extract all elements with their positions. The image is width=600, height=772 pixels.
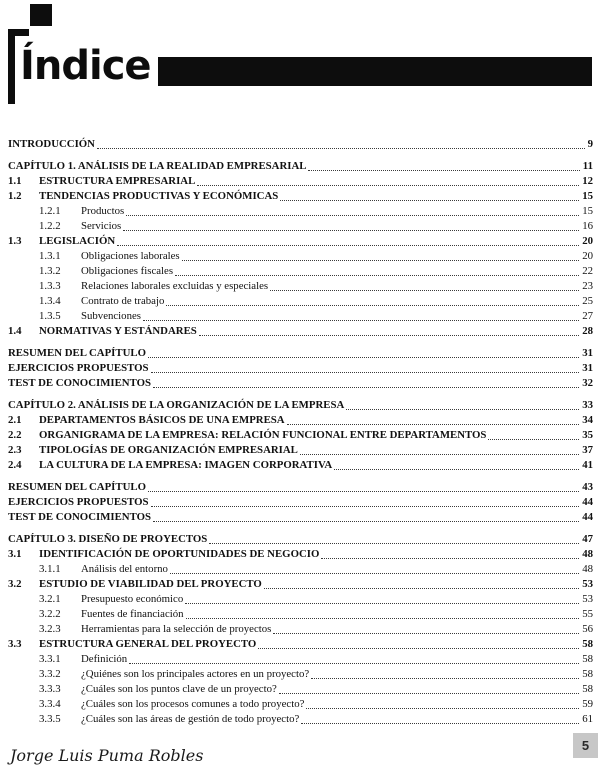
toc-entry-page: 23 <box>582 280 593 292</box>
toc-entry-number: 2.2 <box>8 429 22 441</box>
toc-entry-label: LEGISLACIÓN <box>39 235 116 247</box>
toc-entry <box>8 324 593 339</box>
toc-entry-label: NORMATIVAS Y ESTÁNDARES <box>39 325 197 337</box>
toc-entry-number: 1.3.5 <box>39 310 61 322</box>
page-number: 5 <box>581 738 590 753</box>
toc-entry <box>8 682 593 697</box>
toc-entry-label: TENDENCIAS PRODUCTIVAS Y ECONÓMICAS <box>39 190 279 202</box>
toc-entry-label: Relaciones laborales excluidas y especiales <box>81 280 269 292</box>
page-title: Índice <box>20 43 151 89</box>
toc-entry <box>8 159 593 174</box>
toc-list <box>8 137 593 727</box>
toc-entry-page: 44 <box>582 496 593 508</box>
toc-entry-page: 41 <box>582 459 593 471</box>
toc-entry-page: 48 <box>582 563 593 575</box>
toc-entry-number: 3.2.3 <box>39 623 61 635</box>
toc-entry-label: DEPARTAMENTOS BÁSICOS DE UNA EMPRESA <box>39 414 285 426</box>
toc-entry-page: 58 <box>582 683 593 695</box>
toc-entry <box>8 712 593 727</box>
toc-entry-label: Productos <box>81 205 125 217</box>
toc-entry-label: ORGANIGRAMA DE LA EMPRESA: RELACIÓN FUNCIONAL ENTRE DEPARTAMENTOS <box>39 429 487 441</box>
toc-dot-leader <box>264 588 579 589</box>
toc-dot-leader <box>185 603 579 604</box>
toc-dot-leader <box>153 521 579 522</box>
toc-entry-label: Obligaciones fiscales <box>81 265 174 277</box>
toc-entry <box>8 495 593 510</box>
toc-dot-leader <box>129 663 579 664</box>
toc-entry-page: 58 <box>582 653 593 665</box>
toc-entry-label: CAPÍTULO 3. DISEÑO DE PROYECTOS <box>8 533 208 545</box>
toc-entry <box>8 547 593 562</box>
toc-entry-label: Fuentes de financiación <box>81 608 184 620</box>
toc-dot-leader <box>148 357 579 358</box>
toc-entry-page: 9 <box>587 138 593 150</box>
toc-entry-number: 3.3 <box>8 638 22 650</box>
toc-entry-number: 3.2.2 <box>39 608 61 620</box>
toc-entry-number: 1.3 <box>8 235 22 247</box>
toc-dot-leader <box>270 290 579 291</box>
toc-entry-number: 3.1.1 <box>39 563 61 575</box>
toc-entry-number: 1.3.2 <box>39 265 61 277</box>
toc-entry-label: Presupuesto económico <box>81 593 184 605</box>
toc-entry <box>8 279 593 294</box>
toc-entry-page: 59 <box>582 698 593 710</box>
toc-entry <box>8 234 593 249</box>
toc-dot-leader <box>287 424 580 425</box>
toc-entry <box>8 458 593 473</box>
toc-entry <box>8 697 593 712</box>
toc-dot-leader <box>488 439 579 440</box>
toc-entry-label: ESTUDIO DE VIABILIDAD DEL PROYECTO <box>39 578 262 590</box>
toc-dot-leader <box>280 200 579 201</box>
toc-entry-number: 3.3.2 <box>39 668 61 680</box>
toc-entry-number: 2.4 <box>8 459 22 471</box>
toc-entry-page: 43 <box>582 481 593 493</box>
toc-entry <box>8 264 593 279</box>
toc-entry-label: TEST DE CONOCIMIENTOS <box>8 511 152 523</box>
toc-dot-leader <box>311 678 579 679</box>
toc-entry-page: 33 <box>582 399 593 411</box>
toc-entry-label: ¿Cuáles son los procesos comunes a todo proyecto? <box>81 698 305 710</box>
toc-entry <box>8 480 593 495</box>
toc-entry-number: 3.2.1 <box>39 593 61 605</box>
toc-dot-leader <box>301 723 579 724</box>
toc-dot-leader <box>166 305 579 306</box>
toc-entry-page: 53 <box>582 578 593 590</box>
toc-entry-number: 3.3.1 <box>39 653 61 665</box>
toc-entry-page: 16 <box>582 220 593 232</box>
toc-dot-leader <box>346 409 579 410</box>
toc-entry-number: 2.3 <box>8 444 22 456</box>
toc-entry-label: INTRODUCCIÓN <box>8 138 95 150</box>
toc-entry <box>8 510 593 525</box>
page-number-box <box>573 733 598 758</box>
toc-entry <box>8 532 593 547</box>
toc-entry-label: ¿Quiénes son los principales actores en un proyecto? <box>81 668 310 680</box>
toc-entry-number: 3.3.5 <box>39 713 61 725</box>
toc-entry-page: 15 <box>582 190 593 202</box>
toc-entry-page: 37 <box>582 444 593 456</box>
toc-entry-page: 35 <box>582 429 593 441</box>
toc-entry-label: ESTRUCTURA GENERAL DEL PROYECTO <box>39 638 257 650</box>
toc-entry <box>8 346 593 361</box>
corner-square-decoration <box>30 4 52 26</box>
toc-entry-label: EJERCICIOS PROPUESTOS <box>8 496 149 508</box>
toc-entry-number: 3.3.3 <box>39 683 61 695</box>
toc-entry-label: Obligaciones laborales <box>81 250 180 262</box>
toc-entry <box>8 428 593 443</box>
toc-entry <box>8 137 593 152</box>
toc-dot-leader <box>308 170 579 171</box>
toc-entry <box>8 204 593 219</box>
toc-entry-number: 3.2 <box>8 578 22 590</box>
toc-entry-page: 61 <box>582 713 593 725</box>
toc-entry-page: 12 <box>582 175 593 187</box>
toc-entry-label: EJERCICIOS PROPUESTOS <box>8 362 149 374</box>
toc-entry-page: 22 <box>582 265 593 277</box>
toc-entry <box>8 562 593 577</box>
title-bracket-horizontal <box>8 29 29 36</box>
toc-entry-page: 44 <box>582 511 593 523</box>
toc-entry <box>8 249 593 264</box>
toc-dot-leader <box>306 708 579 709</box>
toc-dot-leader <box>97 148 585 149</box>
toc-entry-page: 56 <box>582 623 593 635</box>
toc-entry-number: 1.1 <box>8 175 22 187</box>
toc-entry-page: 32 <box>582 377 593 389</box>
toc-entry-label: ¿Cuáles son las áreas de gestión de todo proyecto? <box>81 713 300 725</box>
toc-dot-leader <box>175 275 579 276</box>
toc-dot-leader <box>300 454 579 455</box>
toc-entry-label: RESUMEN DEL CAPÍTULO <box>8 481 146 493</box>
toc-entry-number: 2.1 <box>8 414 22 426</box>
toc-dot-leader <box>151 506 580 507</box>
toc-entry-label: LA CULTURA DE LA EMPRESA: IMAGEN CORPORATIVA <box>39 459 333 471</box>
toc-entry-number: 1.2.1 <box>39 205 61 217</box>
toc-entry-page: 55 <box>582 608 593 620</box>
toc-entry-page: 20 <box>582 235 593 247</box>
toc-dot-leader <box>199 335 579 336</box>
toc-entry-label: CAPÍTULO 2. ANÁLISIS DE LA ORGANIZACIÓN DE LA EMPRESA <box>8 399 345 411</box>
toc-entry-label: Análisis del entorno <box>81 563 168 575</box>
toc-entry-label: ¿Cuáles son los puntos clave de un proyecto? <box>81 683 277 695</box>
toc-entry-page: 20 <box>582 250 593 262</box>
toc-entry-page: 11 <box>582 160 593 172</box>
toc-dot-leader <box>279 693 579 694</box>
toc-entry <box>8 189 593 204</box>
toc-dot-leader <box>186 618 580 619</box>
toc-dot-leader <box>126 215 579 216</box>
toc-entry-page: 47 <box>582 533 593 545</box>
toc-dot-leader <box>258 648 579 649</box>
toc-entry <box>8 652 593 667</box>
toc-entry-label: RESUMEN DEL CAPÍTULO <box>8 347 146 359</box>
toc-entry-page: 28 <box>582 325 593 337</box>
toc-dot-leader <box>153 387 579 388</box>
toc-entry <box>8 667 593 682</box>
toc-entry-number: 3.1 <box>8 548 22 560</box>
toc-entry <box>8 637 593 652</box>
toc-dot-leader <box>123 230 579 231</box>
toc-entry-page: 58 <box>582 668 593 680</box>
toc-entry <box>8 361 593 376</box>
toc-entry-label: TEST DE CONOCIMIENTOS <box>8 377 152 389</box>
toc-entry-page: 53 <box>582 593 593 605</box>
toc-entry-number: 1.3.3 <box>39 280 61 292</box>
toc-entry-label: Subvenciones <box>81 310 141 322</box>
toc-dot-leader <box>182 260 580 261</box>
toc-entry-number: 1.3.4 <box>39 295 61 307</box>
toc-entry-number: 1.4 <box>8 325 22 337</box>
toc-entry-label: TIPOLOGÍAS DE ORGANIZACIÓN EMPRESARIAL <box>39 444 298 456</box>
title-bracket-vertical <box>8 29 15 104</box>
toc-dot-leader <box>197 185 579 186</box>
toc-dot-leader <box>170 573 579 574</box>
toc-entry <box>8 219 593 234</box>
toc-dot-leader <box>321 558 579 559</box>
toc-entry-page: 25 <box>582 295 593 307</box>
toc-entry <box>8 376 593 391</box>
toc-dot-leader <box>151 372 580 373</box>
toc-dot-leader <box>148 491 579 492</box>
toc-entry-label: Definición <box>81 653 128 665</box>
toc-entry-number: 3.3.4 <box>39 698 61 710</box>
toc-entry-label: CAPÍTULO 1. ANÁLISIS DE LA REALIDAD EMPRESARIAL <box>8 160 307 172</box>
toc-entry <box>8 413 593 428</box>
toc-entry-number: 1.3.1 <box>39 250 61 262</box>
toc-entry-label: Servicios <box>81 220 122 232</box>
toc-entry <box>8 174 593 189</box>
toc-entry-page: 48 <box>582 548 593 560</box>
toc-entry <box>8 309 593 324</box>
toc-entry-label: Contrato de trabajo <box>81 295 165 307</box>
toc-dot-leader <box>209 543 579 544</box>
toc-dot-leader <box>273 633 579 634</box>
toc-entry-page: 31 <box>582 347 593 359</box>
toc-entry-page: 27 <box>582 310 593 322</box>
toc-entry-label: Herramientas para la selección de proyectos <box>81 623 272 635</box>
toc-dot-leader <box>334 469 579 470</box>
toc-dot-leader <box>117 245 579 246</box>
toc-entry-page: 15 <box>582 205 593 217</box>
toc-entry-page: 31 <box>582 362 593 374</box>
toc-dot-leader <box>143 320 579 321</box>
toc-entry <box>8 607 593 622</box>
header-banner <box>158 57 592 86</box>
toc-entry-page: 34 <box>582 414 593 426</box>
toc-entry <box>8 622 593 637</box>
toc-entry <box>8 592 593 607</box>
toc-entry-page: 58 <box>582 638 593 650</box>
toc-entry-label: IDENTIFICACIÓN DE OPORTUNIDADES DE NEGOCIO <box>39 548 320 560</box>
toc-entry <box>8 443 593 458</box>
toc-entry-number: 1.2 <box>8 190 22 202</box>
toc-entry <box>8 577 593 592</box>
toc-entry <box>8 398 593 413</box>
author-signature: Jorge Luis Puma Robles <box>10 746 204 765</box>
toc-entry-number: 1.2.2 <box>39 220 61 232</box>
toc-entry <box>8 294 593 309</box>
toc-entry-label: ESTRUCTURA EMPRESARIAL <box>39 175 196 187</box>
